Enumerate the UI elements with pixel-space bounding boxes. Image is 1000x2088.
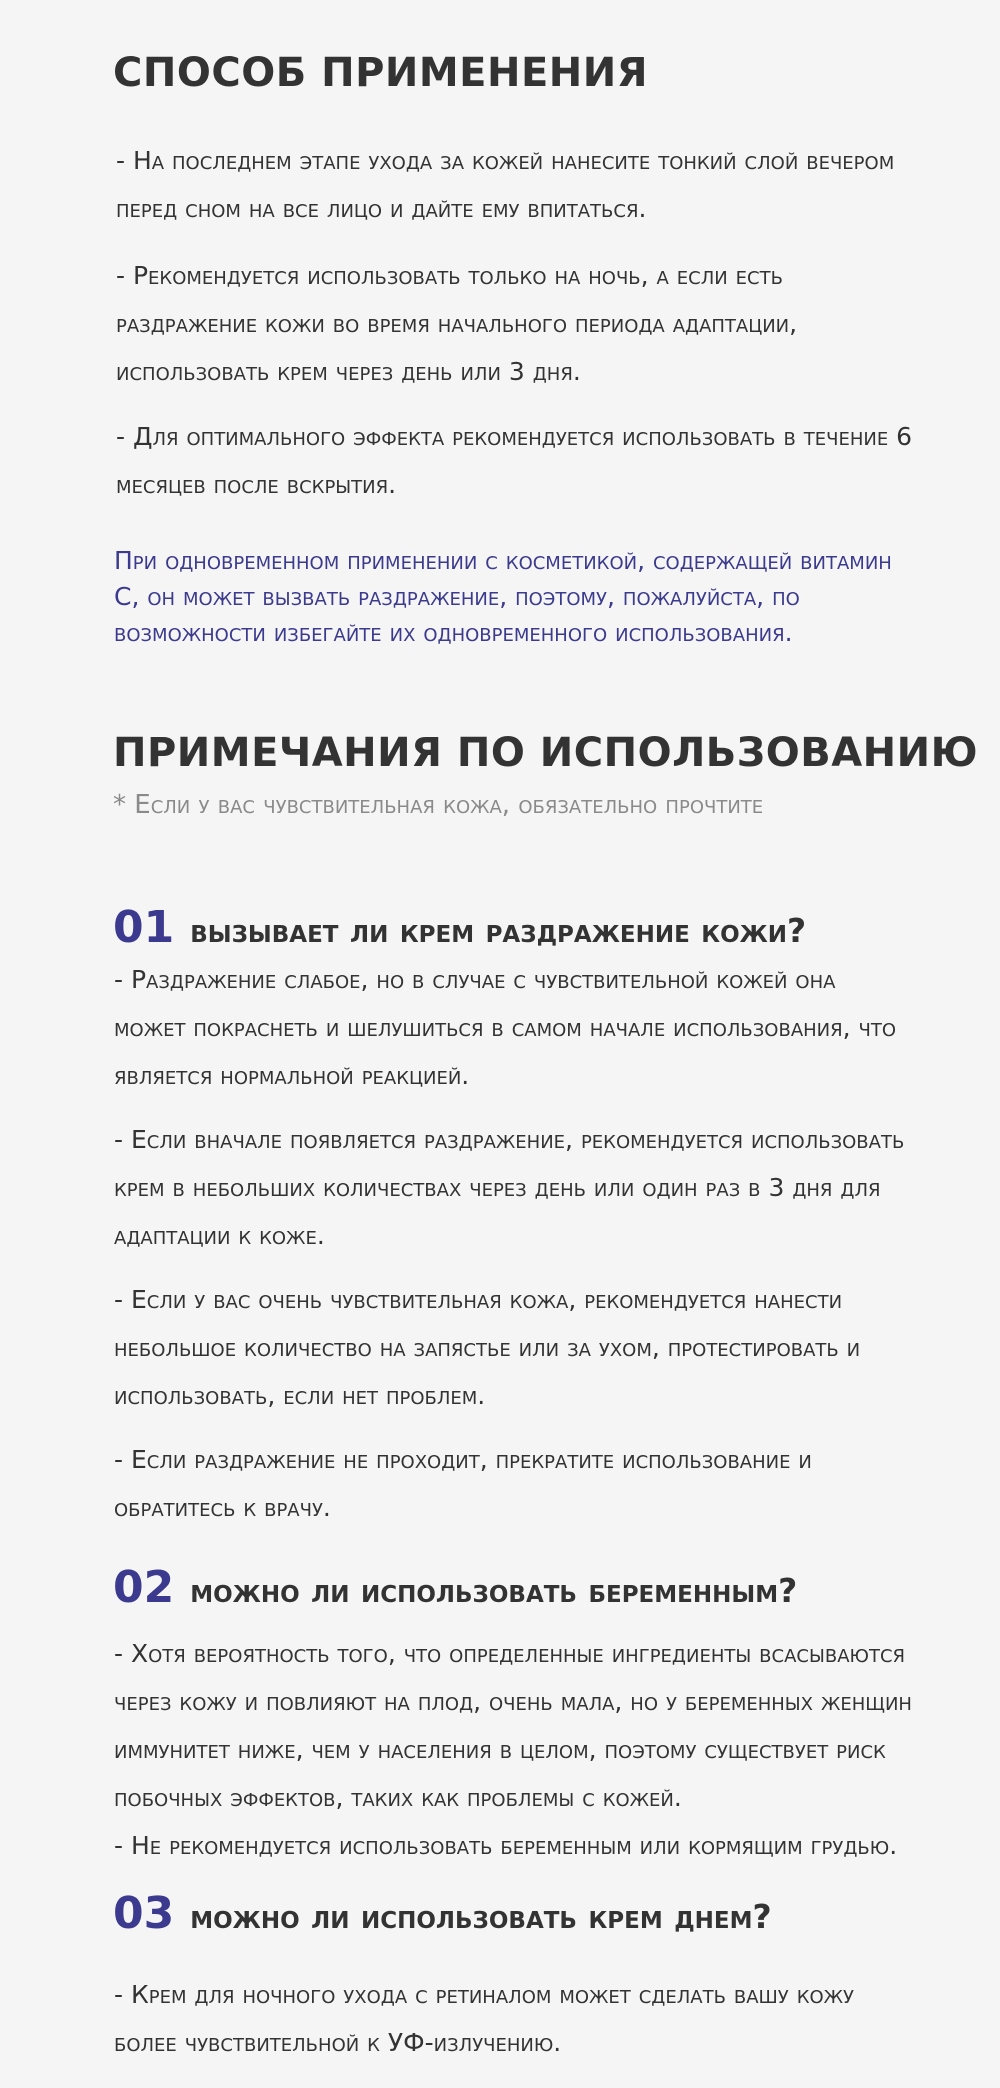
question-02-title: можно ли использовать беременным? <box>190 1571 798 1610</box>
q3-paragraph-1: - Крем для ночного ухода с ретиналом может сделать вашу кожу более чувствительной к УФ-излучению. <box>114 1980 855 2057</box>
usage-item-1: - На последнем этапе ухода за кожей нанесите тонкий слой вечером перед сном на все лицо и дайте ему впитаться. <box>116 146 895 223</box>
notes-subtitle: * Если у вас чувствительная кожа, обязательно прочтите <box>113 790 764 820</box>
question-02-number: 02 <box>113 1562 175 1613</box>
q2-paragraph-2: - Не рекомендуется использовать беременным или кормящим грудью. <box>114 1831 898 1860</box>
question-02 <box>113 1562 797 1613</box>
question-01-number: 01 <box>113 902 175 953</box>
question-03 <box>113 1888 772 1939</box>
usage-title: СПОСОБ ПРИМЕНЕНИЯ <box>113 50 649 96</box>
question-01 <box>113 902 806 953</box>
vitamin-c-notice: При одновременном применении с косметикой, содержащей витамин C, он может вызвать раздражение, поэтому, пожалуйста, по возможности избегайте их одновременного использования. <box>114 546 892 647</box>
q2-paragraph-1: - Хотя вероятность того, что определенные ингредиенты всасываются через кожу и повлияют на плод, очень мала, но у беременных женщин иммунитет ниже, чем у населения в целом, поэтому существует риск побочных эффектов, таких как проблемы с кожей. <box>114 1639 912 1812</box>
usage-item-2: - Рекомендуется использовать только на ночь, а если есть раздражение кожи во время начального периода адаптации, использовать крем через день или 3 дня. <box>116 261 798 386</box>
q1-paragraph-4: - Если раздражение не проходит, прекратите использование и обратитесь к врачу. <box>114 1445 812 1522</box>
question-01-title: вызывает ли крем раздражение кожи? <box>190 911 807 950</box>
usage-item-3: - Для оптимального эффекта рекомендуется использовать в течение 6 месяцев после вскрытия. <box>116 422 913 499</box>
question-03-title: можно ли использовать крем днем? <box>190 1897 772 1936</box>
q1-paragraph-1: - Раздражение слабое, но в случае с чувствительной кожей она может покраснеть и шелушиться в самом начале использования, что является нормальной реакцией. <box>114 965 897 1090</box>
q1-paragraph-2: - Если вначале появляется раздражение, рекомендуется использовать крем в небольших количествах через день или один раз в 3 дня для адаптации к коже. <box>114 1125 905 1250</box>
q1-paragraph-3: - Если у вас очень чувствительная кожа, рекомендуется нанести небольшое количество на запястье или за ухом, протестировать и использовать, если нет проблем. <box>114 1285 861 1410</box>
question-03-number: 03 <box>113 1888 175 1939</box>
notes-title: ПРИМЕЧАНИЯ ПО ИСПОЛЬЗОВАНИЮ <box>113 730 979 776</box>
